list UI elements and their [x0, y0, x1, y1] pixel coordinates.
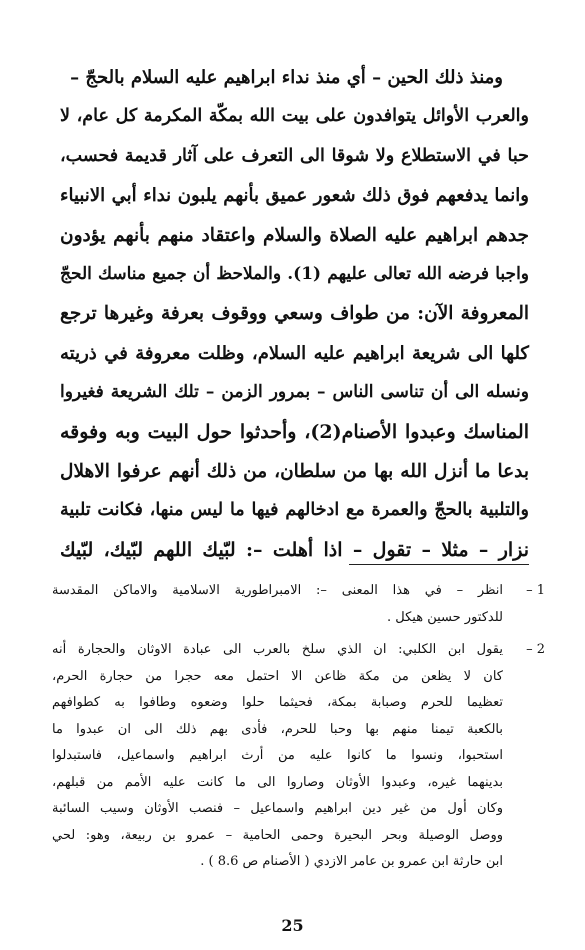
footnote-line: وكان أول من غير دين ابراهيم واسماعيل – فنصب الأوثان وسيب السائبة: [52, 801, 503, 816]
body-line: والتلبية بالحجّ والعمرة مع ادخالهم فيها ما ليس منها، فكانت تلبية: [60, 500, 529, 521]
footnote-line: استحبوا، ونسوا ما كانوا عليه من أرث ابراهيم واسماعيل، فاستبدلوا: [52, 748, 503, 763]
footnote-line: انظر – في هذا المعنى –: الامبراطورية الاسلامية والاماكن المقدسة: [52, 583, 503, 598]
footnote-2: [52, 637, 545, 876]
body-line: نزار – مثلا – تقول – اذا أهلت –: لبّيك اللهم لبّيك، لبّيك: [60, 538, 529, 561]
body-line: حبا في الاستطلاع ولا شوقا الى التعرف على آثار قديمة فحسب،: [60, 145, 529, 166]
body-line: المناسك وعبدوا الأصنام(2)، وأحدثوا حول البيت وبه وفوقه: [60, 420, 529, 443]
body-line: ومنذ ذلك الحين – أي منذ نداء ابراهيم عليه السلام بالحجّ –: [70, 67, 503, 88]
footnote-line: تعظيما للحرم وصبابة بمكة، فحيثما حلوا وضعوه وطافوا به كطوافهم: [52, 695, 503, 710]
footnote-marker: 1 –: [526, 583, 545, 598]
footnote-line: بدينهما غيره، وعبدوا الأوثان وصاروا الى ما كانت عليه الأمم من قبلهم،: [52, 774, 503, 790]
footnote-separator: [349, 564, 529, 565]
footnote-line: بالكعبة تيمنا منهم بها وحبا للحرم، فأدى بهم ذلك الى ان عبدوا ما: [52, 721, 503, 737]
footnote-marker: 2 –: [526, 642, 545, 657]
footnote-line: يقول ابن الكلبي: ان الذي سلخ بالعرب الى عبادة الاوثان والحجارة أنه: [52, 642, 503, 657]
body-line: المعروفة الآن: من طواف وسعي ووقوف بعرفة وغيرها ترجع: [60, 303, 529, 325]
footnote-1: [52, 578, 545, 631]
footnote-line: ووصل الوصيلة وبحر البحيرة وحمى الحامية – عمرو بن ربيعة، وهو: لحي: [52, 827, 503, 843]
footnote-line: ابن حارثة ابن عمرو بن عامر الازدي ( الأصنام ص 8.6 ) .: [200, 854, 503, 869]
body-line: بدعا ما أنزل الله بها من سلطان، من ذلك أنهم عرفوا الاهلال: [60, 460, 529, 482]
footnote-line: كان لا يظعن من مكة ظاعن الا احتمل معه حجرا من حجارة الحرم،: [52, 668, 503, 684]
body-line: وانما يدفعهم فوق ذلك شعور عميق بأنهم يلبون نداء أبي الانبياء: [60, 185, 529, 207]
footnote-line: للدكتور حسين هيكل .: [387, 609, 503, 625]
page-number: 25: [281, 916, 304, 935]
body-line: كلها الى شريعة ابراهيم عليه السلام، وظلت معروفة في ذريته: [60, 342, 529, 364]
body-line: والعرب الأوائل يتوافدون على بيت الله بمكّة المكرمة كل عام، لا: [60, 106, 529, 127]
main-text-block: [60, 58, 529, 570]
body-line: ونسله الى أن تناسى الناس – بمرور الزمن – تلك الشريعة فغيروا: [60, 382, 529, 403]
body-line: واجبا فرضه الله تعالى عليهم (1). والملاحظ أن جميع مناسك الحجّ: [60, 263, 529, 284]
body-line: جدهم ابراهيم عليه الصلاة والسلام واعتقاد منهم بأنهم يؤدون: [60, 224, 529, 246]
footnotes-block: [52, 578, 545, 882]
